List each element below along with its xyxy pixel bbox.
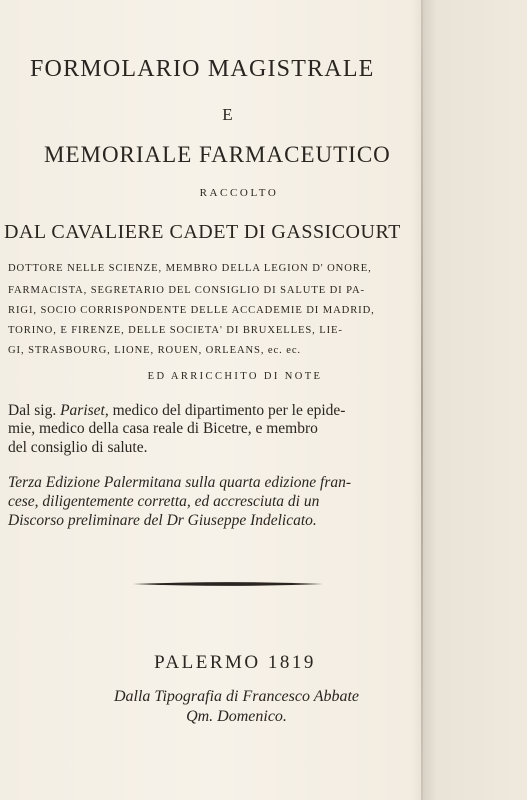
credentials-line: TORINO, E FIRENZE, DELLE SOCIETA' DI BRUXELLES, LIE- xyxy=(8,325,343,336)
notes-line-3: del consiglio di salute. xyxy=(8,439,148,456)
notes-line-1-post: , medico del dipartimento per le epide- xyxy=(104,402,346,419)
notes-line-1 xyxy=(8,402,345,420)
title-line-2: MEMORIALE FARMACEUTICO xyxy=(44,142,391,167)
author-line: DAL CAVALIERE CADET DI GASSICOURT xyxy=(4,221,401,243)
credentials-line: RIGI, SOCIO CORRISPONDENTE DELLE ACCADEMIE DI MADRID, xyxy=(8,305,375,316)
edition-line: cese, diligentemente corretta, ed accresciuta di un xyxy=(8,493,320,510)
imprint-place-year: PALERMO 1819 xyxy=(154,652,316,673)
title-line-1: FORMOLARIO MAGISTRALE xyxy=(30,56,375,82)
notes-heading: ED ARRICCHITO DI NOTE xyxy=(147,371,323,382)
edition-line: Terza Edizione Palermitana sulla quarta edizione fran- xyxy=(8,474,352,491)
title-conjunction: E xyxy=(222,105,234,124)
credentials-line: GI, STRASBOURG, LIONE, ROUEN, ORLEANS, ec. ec. xyxy=(8,345,301,356)
credentials-line: FARMACISTA, SEGRETARIO DEL CONSIGLIO DI SALUTE DI PA- xyxy=(8,285,365,296)
notes-line-1-pre: Dal sig. xyxy=(8,402,61,419)
notes-line-2: mie, medico della casa reale di Bicetre, e membro xyxy=(8,420,318,437)
collected-by: RACCOLTO xyxy=(199,187,279,199)
ornamental-rule xyxy=(133,580,323,588)
publisher-line-2: Qm. Domenico. xyxy=(186,708,287,725)
edition-line: Discorso preliminare del Dr Giuseppe Indelicato. xyxy=(8,512,317,529)
notes-contributor-name: Pariset xyxy=(60,402,105,419)
credentials-line: DOTTORE NELLE SCIENZE, MEMBRO DELLA LEGION D' ONORE, xyxy=(8,263,372,274)
publisher-line-1: Dalla Tipografia di Francesco Abbate xyxy=(113,688,360,705)
